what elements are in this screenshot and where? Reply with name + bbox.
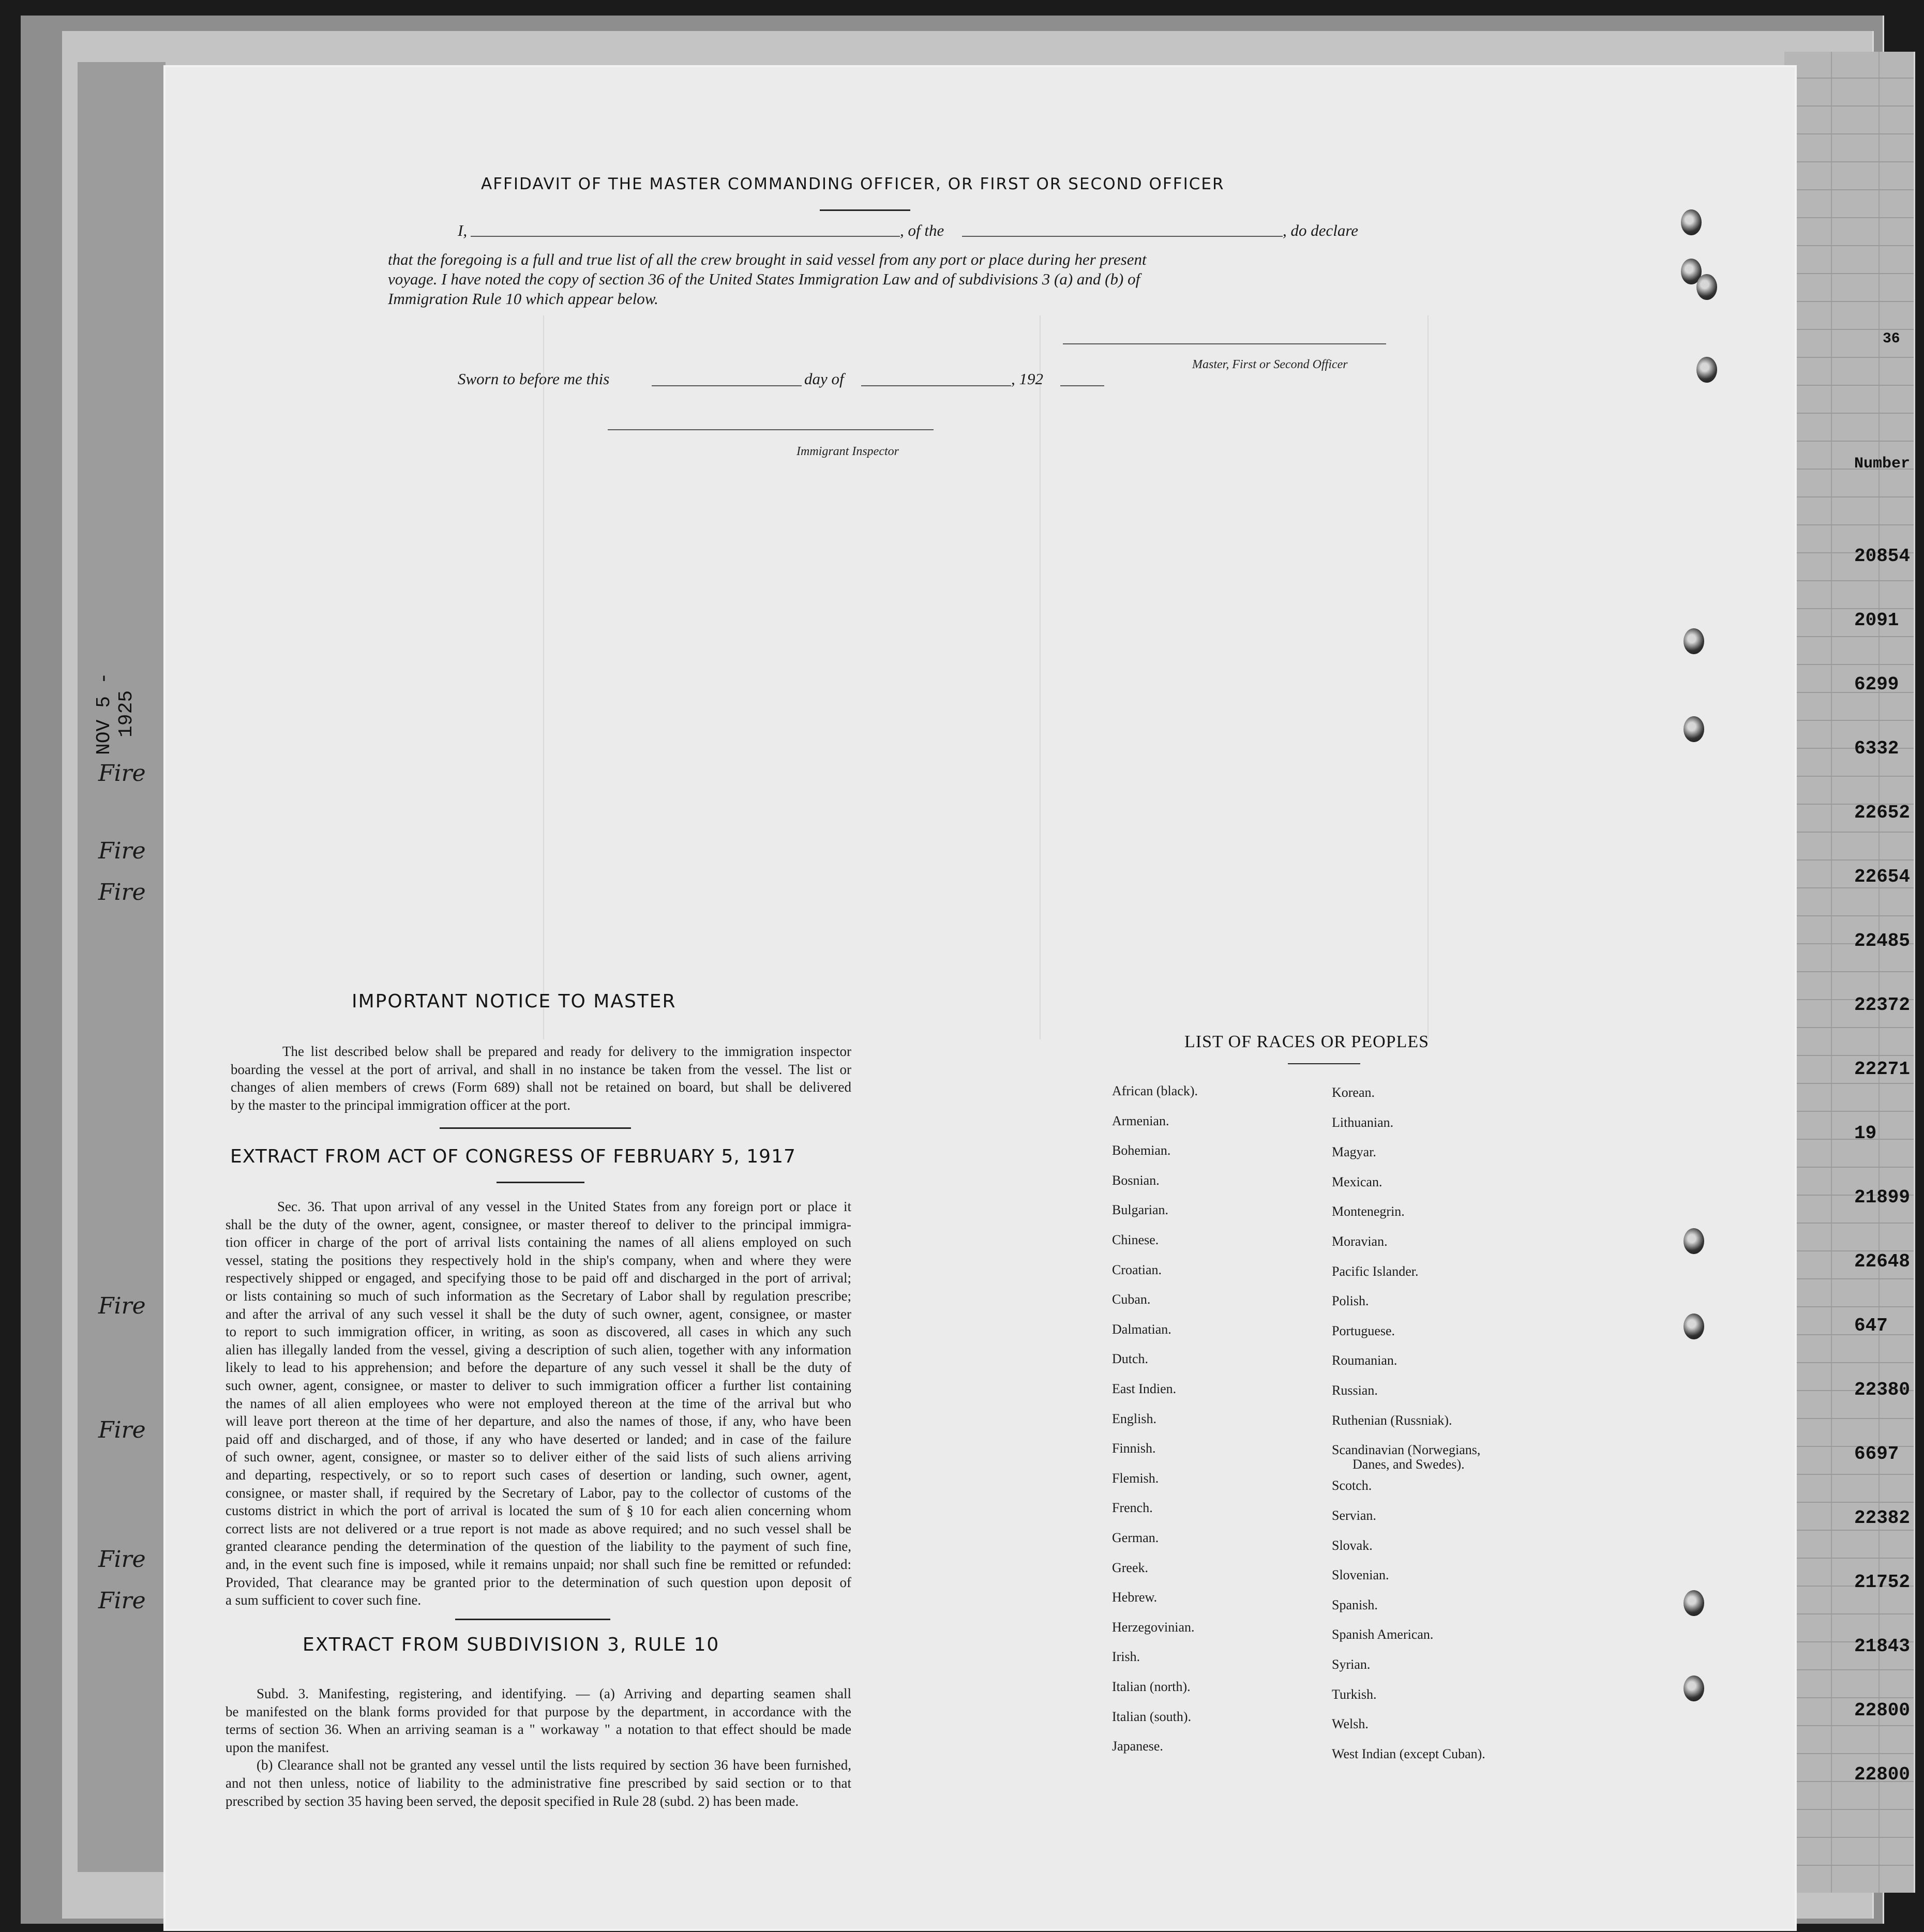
ledger-number: 21899 — [1854, 1187, 1911, 1208]
text-line: upon the manifest. — [226, 1739, 329, 1755]
ledger-number: 6332 — [1854, 738, 1899, 759]
race-item: Korean. — [1332, 1085, 1375, 1100]
vessel-field-line[interactable] — [962, 236, 1283, 237]
text-line: or lists containing so much of such information as the Secretary of Labor shall by regulation prescribe; — [226, 1288, 851, 1304]
race-item: Russian. — [1332, 1383, 1378, 1398]
race-item: Welsh. — [1332, 1716, 1369, 1732]
race-item: Dutch. — [1112, 1351, 1149, 1367]
text-line: prescribed by section 35 having been served, the deposit specified in Rule 28 (subd. 2) has been made. — [226, 1793, 799, 1809]
notice-title: IMPORTANT NOTICE TO MASTER — [352, 991, 677, 1012]
text-line: such owner, agent, consignee, or master to deliver to such immigration officer a further list containing — [226, 1378, 851, 1393]
text-line: by the master to the principal immigration officer at the port. — [231, 1097, 571, 1113]
text-line: changes of alien members of crews (Form 689) shall not be retained on board, but shall be delivered — [231, 1079, 851, 1095]
master-signature-line[interactable] — [1063, 343, 1386, 344]
affidavit-body-line: voyage. I have noted the copy of section 36 of the United States Immigration Law and of subdivisions 3 (a) and (b) of — [388, 270, 1140, 288]
race-item: Montenegrin. — [1332, 1204, 1405, 1219]
text-line: correct lists are not delivered or a true report is not made as above required; and no such vessel shall be — [226, 1520, 851, 1536]
affidavit-body-line: Immigration Rule 10 which appear below. — [388, 290, 658, 308]
ledger-number: 22654 — [1854, 866, 1911, 887]
sworn-month-line[interactable] — [861, 385, 1011, 386]
text-line: the names of all alien employees who were not employed thereon at the time of the arrival but who — [226, 1395, 851, 1411]
race-item: Slovak. — [1332, 1537, 1373, 1553]
divider — [455, 1619, 610, 1620]
race-item: Bosnian. — [1112, 1172, 1160, 1188]
race-item: Turkish. — [1332, 1686, 1377, 1702]
race-item: Moravian. — [1332, 1234, 1388, 1249]
text-line: Provided, That clearance may be granted prior to the determination of such question upon deposit of — [226, 1574, 851, 1590]
text-line: and, in the event such fine is imposed, while it remains unpaid; nor shall such fine be remitted or refunded: — [226, 1557, 851, 1572]
margin-note: Fire — [98, 1293, 146, 1319]
race-item: Servian. — [1332, 1507, 1376, 1523]
text-line: respectively shipped or engaged, and specifying those to be paid off and discharged in the port of arrival; — [226, 1270, 851, 1286]
race-item: Magyar. — [1332, 1144, 1376, 1160]
text-line: Subd. 3. Manifesting, registering, and identifying. — (a) Arriving and departing seamen shall — [257, 1686, 851, 1701]
divider — [820, 209, 910, 211]
punch-hole — [1684, 1314, 1704, 1339]
ledger-number: 6697 — [1854, 1443, 1899, 1465]
affidavit-i-label: I, — [458, 221, 468, 239]
affidavit-declare-label: , do declare — [1283, 221, 1359, 239]
ledger-number: 6299 — [1854, 674, 1899, 695]
ledger-number: 22648 — [1854, 1251, 1911, 1272]
race-item: Hebrew. — [1112, 1590, 1158, 1605]
day-of-label: day of — [804, 370, 844, 388]
race-item: Scandinavian (Norwegians, — [1332, 1442, 1481, 1458]
text-line: will leave port thereon at the time of her departure, and also the names of those, if any, who have been — [226, 1413, 851, 1429]
punch-hole — [1684, 1590, 1704, 1616]
race-item: Lithuanian. — [1332, 1114, 1394, 1130]
divider — [440, 1127, 631, 1129]
race-item: Polish. — [1332, 1293, 1369, 1309]
race-item: Dalmatian. — [1112, 1321, 1171, 1337]
race-item: Chinese. — [1112, 1232, 1159, 1247]
margin-note: Fire — [98, 1546, 146, 1573]
race-item: English. — [1112, 1411, 1156, 1426]
race-item: Irish. — [1112, 1649, 1140, 1665]
race-item: Ruthenian (Russniak). — [1332, 1412, 1452, 1428]
divider — [1288, 1063, 1360, 1064]
race-item: French. — [1112, 1500, 1153, 1516]
text-line: vessel, stating the positions they respectively hold in the ship's company, when and where they were — [226, 1252, 851, 1268]
text-line: tion officer in charge of the port of arrival lists containing the names of all aliens employed on such — [226, 1234, 851, 1250]
races-title: LIST OF RACES OR PEOPLES — [1184, 1032, 1430, 1051]
text-line: and not then unless, notice of liability to the administrative fine prescribed by said section or to that — [226, 1775, 851, 1791]
text-line: alien has illegally landed from the vessel, giving a description of such alien, together with any information — [226, 1341, 851, 1357]
race-item: Danes, and Swedes). — [1352, 1457, 1465, 1472]
ledger-number: 21752 — [1854, 1572, 1911, 1593]
ledger-number: 21843 — [1854, 1636, 1911, 1657]
affidavit-body-line: that the foregoing is a full and true list of all the crew brought in said vessel from any port or place during her present — [388, 250, 1147, 268]
manifest-page — [166, 67, 1795, 1929]
punch-hole — [1696, 274, 1717, 300]
text-line: likely to lead to his apprehension; and before the departure of any such vessel it shall be the duty of — [226, 1360, 851, 1376]
inspector-label: Immigrant Inspector — [796, 445, 899, 458]
text-line: granted clearance pending the determination of the question of the liability to the payment of such fine, — [226, 1538, 851, 1554]
year-label: , 192 — [1011, 370, 1043, 388]
sworn-year-line[interactable] — [1060, 385, 1104, 386]
race-item: Finnish. — [1112, 1441, 1156, 1456]
race-item: Croatian. — [1112, 1262, 1162, 1277]
ledger-number: 22271 — [1854, 1059, 1911, 1080]
affidavit-title: AFFIDAVIT OF THE MASTER COMMANDING OFFICER, OR FIRST OR SECOND OFFICER — [481, 175, 1225, 193]
race-item: Bohemian. — [1112, 1143, 1171, 1158]
race-item: Slovenian. — [1332, 1567, 1389, 1583]
punch-hole — [1684, 716, 1704, 742]
act-extract-title: EXTRACT FROM ACT OF CONGRESS OF FEBRUARY 5, 1917 — [230, 1146, 796, 1167]
name-field-line[interactable] — [471, 236, 900, 237]
ledger-number: 647 — [1854, 1315, 1888, 1336]
text-line: (b) Clearance shall not be granted any vessel until the lists required by section 36 have been furnished, — [257, 1757, 851, 1773]
race-item: Flemish. — [1112, 1470, 1159, 1486]
right-ledger-sheet — [1784, 52, 1915, 1893]
text-line: terms of section 36. When an arriving seaman is a " workaway " a notation to that effect should be made — [226, 1722, 851, 1738]
punch-hole — [1681, 209, 1702, 235]
sworn-day-line[interactable] — [652, 385, 802, 386]
text-line: paid off and discharged, and of those, if any who have deserted or landed; and in case of the failure — [226, 1431, 851, 1447]
margin-note: Fire — [98, 760, 146, 787]
affidavit-of-the-label: , of the — [900, 221, 944, 239]
text-line: be manifested on the blank forms provided for that purpose by the department, in accordance with the — [226, 1703, 851, 1719]
text-line: consignee, or master shall, if required by the Secretary of Labor, pay to the collector of customs of the — [226, 1485, 851, 1501]
race-item: Spanish. — [1332, 1597, 1378, 1612]
race-item: Greek. — [1112, 1560, 1149, 1575]
text-line: and after the arrival of any such vessel it shall be the duty of such owner, agent, consignee, or master — [226, 1306, 851, 1322]
race-item: African (black). — [1112, 1083, 1198, 1098]
race-item: West Indian (except Cuban). — [1332, 1746, 1485, 1761]
margin-note: Fire — [98, 1417, 146, 1443]
race-item: Pacific Islander. — [1332, 1263, 1419, 1279]
ledger-number: 22380 — [1854, 1379, 1911, 1400]
divider — [497, 1182, 584, 1183]
ledger-number: 20854 — [1854, 546, 1911, 567]
ledger-number: 2091 — [1854, 610, 1899, 631]
master-signature-label: Master, First or Second Officer — [1192, 358, 1348, 371]
text-line: to report to such immigration officer, in writing, as soon as discovered, all cases in which any such — [226, 1324, 851, 1340]
punch-hole — [1684, 1676, 1704, 1701]
margin-note: Fire — [98, 838, 146, 864]
race-item: Italian (north). — [1112, 1679, 1191, 1694]
margin-note: Fire — [98, 879, 146, 905]
ledger-number: 22485 — [1854, 930, 1911, 952]
ledger-number: 22382 — [1854, 1507, 1911, 1529]
race-item: Portuguese. — [1332, 1323, 1395, 1338]
race-item: Japanese. — [1112, 1739, 1163, 1754]
ledger-number: 22652 — [1854, 802, 1911, 823]
race-item: Armenian. — [1112, 1113, 1169, 1128]
race-item: Scotch. — [1332, 1478, 1372, 1493]
text-line: of such owner, agent, consignee, or master so to deliver either of the said lists of such aliens arriving — [226, 1449, 851, 1465]
ledger-number: 22372 — [1854, 994, 1911, 1016]
race-item: Cuban. — [1112, 1292, 1151, 1307]
ledger-number: 22800 — [1854, 1700, 1911, 1721]
race-item: Spanish American. — [1332, 1627, 1434, 1642]
ledger-column-number: 36 — [1883, 331, 1900, 347]
rule-extract-title: EXTRACT FROM SUBDIVISION 3, RULE 10 — [303, 1634, 720, 1655]
text-line: The list described below shall be prepared and ready for delivery to the immigration inspector — [282, 1044, 851, 1059]
race-item: East Indien. — [1112, 1381, 1177, 1396]
race-item: Herzegovinian. — [1112, 1619, 1195, 1635]
text-line: boarding the vessel at the port of arrival, and shall in no instance be taken from the vessel. The list or — [231, 1061, 851, 1077]
race-item: Roumanian. — [1332, 1353, 1397, 1368]
punch-hole — [1684, 1228, 1704, 1254]
date-stamp: NOV 5 - 1925 — [93, 672, 138, 755]
text-line: and departing, respectively, or so to report such cases of desertion or landing, such owner, agent, — [226, 1467, 851, 1483]
sworn-label: Sworn to before me this — [458, 370, 610, 388]
race-item: Syrian. — [1332, 1656, 1371, 1672]
inspector-signature-line[interactable] — [608, 429, 934, 430]
punch-hole — [1696, 357, 1717, 383]
text-line: a sum sufficient to cover such fine. — [226, 1592, 422, 1608]
text-line: Sec. 36. That upon arrival of any vessel in the United States from any foreign port or place it — [277, 1199, 851, 1214]
ledger-number: 22800 — [1854, 1764, 1911, 1785]
margin-note: Fire — [98, 1588, 146, 1614]
ledger-header: Number — [1854, 455, 1911, 473]
ledger-number: 19 — [1854, 1123, 1877, 1144]
text-line: customs district in which the port of arrival is located the sum of § 10 for each alien concerning whom — [226, 1503, 851, 1519]
race-item: Italian (south). — [1112, 1709, 1192, 1724]
text-line: shall be the duty of the owner, agent, consignee, or master thereof to deliver to the principal immigra- — [226, 1216, 851, 1232]
race-item: Bulgarian. — [1112, 1202, 1169, 1218]
race-item: German. — [1112, 1530, 1159, 1545]
punch-hole — [1684, 628, 1704, 654]
race-item: Mexican. — [1332, 1174, 1382, 1189]
